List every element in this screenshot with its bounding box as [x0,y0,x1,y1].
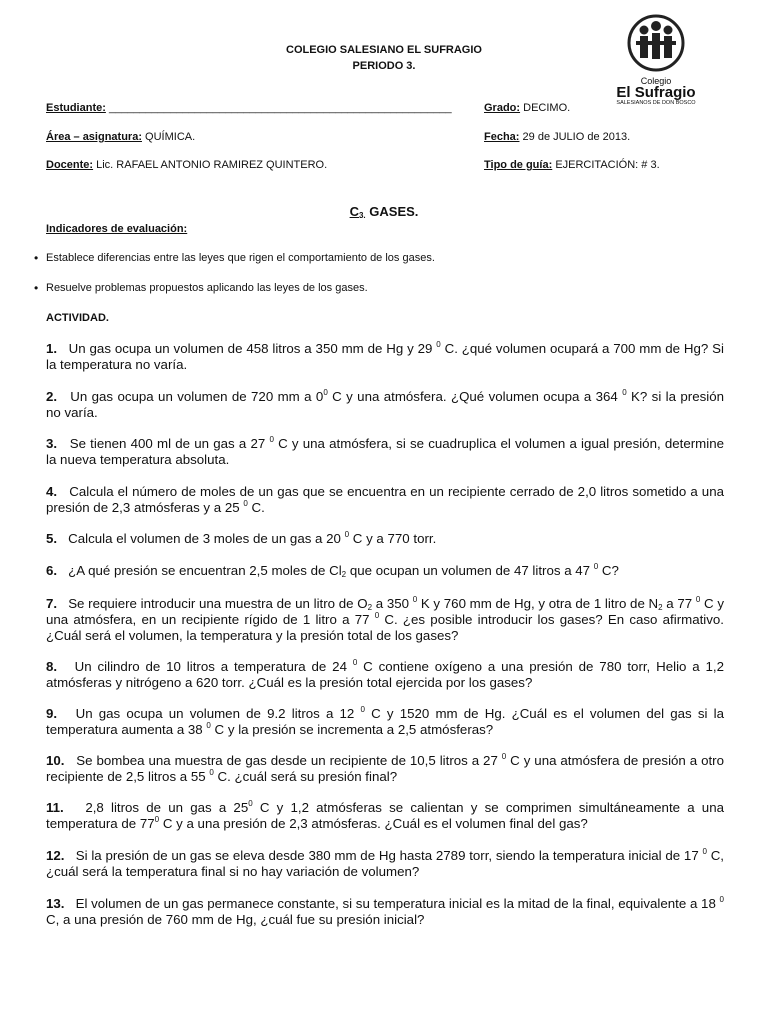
problem-text: El volumen de un gas permanece constante, si su temperatura inicial es la mitad de la final, equivalente a 18 $^0$ C, a una presión de 760 mm de Hg, ¿cuál fue su presión inicial? [46,895,724,927]
period-label: PERIODO 3. [352,60,416,72]
problem-number: 10. [46,753,65,768]
student-row [46,102,452,114]
problem-text: Calcula el volumen de 3 moles de un gas a 20 $^0$ C y a 770 torr. [57,530,437,546]
indicator-item: • Resuelve problemas propuestos aplicando las leyes de los gases. [46,282,368,294]
problem-number: 12. [46,848,65,863]
logo-line3: SALESIANOS DE DON BOSCO [616,100,696,106]
date-value: 29 de JULIO de 2013. [522,131,631,143]
problem-text: Un cilindro de 10 litros a temperatura de 24 $^0$ C contiene oxígeno a una presión de 780 torr, Helio a 1,2 atmósferas y nitrógeno a 620 torr. ¿Cuál es la presión total ejercida por los gases? [46,658,725,690]
problem-item [46,531,724,547]
problem-number: 1. [46,341,58,356]
problem-text: ¿A qué presión se encuentran 2,5 moles de $Cl_2$ que ocupan un volumen de 47 litros a 47 $^0$ C? [57,562,619,579]
page-title [0,204,768,219]
grade-value: DECIMO. [523,102,571,114]
area-value: QUÍMICA. [145,131,196,143]
problem-text: Un gas ocupa un volumen de 9.2 litros a 12 $^0$ C y 1520 mm de Hg. ¿Cuál es el volumen del gas si la temperatura aumenta a 38 $^0$ C y la presión se incrementa a 2,5 atmósferas? [46,705,724,737]
teacher-row [46,159,327,171]
date-row [484,131,630,143]
area-label: Área – asignatura: [46,131,142,143]
problem-number: 7. [46,596,58,611]
problem-number: 9. [46,706,58,721]
title-code: C [349,204,359,219]
teacher-label: Docente: [46,159,94,171]
date-label: Fecha: [484,131,520,143]
problem-item [46,436,724,468]
problem-number: 13. [46,896,65,911]
student-blank: ________________________________________________________ [108,102,452,114]
problem-text: Se requiere introducir una muestra de un litro de $O_2$ a 350 $^0$ K y 760 mm de Hg, y otra de 1 litro de $N_2$ a 77 $^0$ C y una atmósfera, en un recipiente rígido de 1 litro a 77 $^0$ C. ¿es posible introducir los gases? En caso afirmativo. ¿Cuál será el volumen, la temperatura y la presión total de los gases? [46,595,724,643]
logo-line1: Colegio [640,76,672,86]
teacher-value: Lic. RAFAEL ANTONIO RAMIREZ QUINTERO. [96,159,328,171]
problem-item [46,389,724,421]
problem-item [46,896,724,928]
problem-number: 4. [46,484,58,499]
logo-line2: El Sufragio [616,84,696,101]
guide-label: Tipo de guía: [484,159,553,171]
area-row [46,131,195,143]
student-label: Estudiante: [46,102,106,114]
problem-item [46,848,724,880]
problem-number: 5. [46,531,58,546]
logo-figures-icon [620,14,692,72]
activity-label: ACTIVIDAD. [46,312,109,324]
problem-number: 2. [46,389,58,404]
problem-item [46,706,724,738]
school-logo [606,14,706,110]
grade-label: Grado: [484,102,521,114]
problem-text: 2,8 litros de un gas a $25^0$ C y 1,2 atmósferas se calientan y se comprimen simultáneamente a una temperatura de $77^0$ C y a una presión de 2,3 atmósferas. ¿Cuál es el volumen final del gas? [46,799,724,831]
title-text: GASES. [369,204,419,219]
problem-item [46,659,724,691]
problem-item [46,596,724,644]
problem-item [46,800,724,832]
guide-value: EJERCITACIÓN: # 3. [555,159,660,171]
guide-row [484,159,660,171]
problem-text: Se bombea una muestra de gas desde un recipiente de 10,5 litros a 27 $^0$ C y una atmósfera de presión a otro recipiente de 2,5 litros a 55 $^0$ C. ¿cuál será su presión final? [46,752,724,784]
problem-item [46,341,724,373]
title-code-sub: 3. [358,211,366,220]
grade-row [484,102,570,114]
indicator-item: • Establece diferencias entre las leyes que rigen el comportamiento de los gases. [46,252,435,264]
indicators-heading: Indicadores de evaluación: [46,223,188,235]
problem-number: 6. [46,563,58,578]
problem-text: Si la presión de un gas se eleva desde 380 mm de Hg hasta 2789 torr, siendo la temperatura inicial de 17 $^0$ C, ¿cuál será la temperatura final si no hay variación de volumen? [46,847,724,879]
problem-text: Calcula el número de moles de un gas que se encuentra en un recipiente cerrado de 2,0 litros sometido a una presión de 2,3 atmósferas y a 25 $^0$ C. [46,484,724,515]
problem-item [46,753,724,785]
problem-number: 8. [46,659,58,674]
problem-number: 11. [46,800,64,815]
problem-item [46,563,724,579]
problem-text: Un gas ocupa un volumen de 720 mm a $0^0$ C y una atmósfera. ¿Qué volumen ocupa a 364 $^0$ K? si la presión no varía. [46,388,724,420]
problem-number: 3. [46,436,58,451]
problem-text: Se tienen 400 ml de un gas a 27 $^0$ C y una atmósfera, si se cuadruplica el volumen a igual presión, determine la nueva temperatura absoluta. [46,435,724,467]
school-name: COLEGIO SALESIANO EL SUFRAGIO [286,44,482,56]
problem-item [46,484,724,516]
problem-text: Un gas ocupa un volumen de 458 litros a 350 mm de Hg y 29 $^0$ C. ¿qué volumen ocupará a 700 mm de Hg? Si la temperatura no varía. [46,340,724,372]
